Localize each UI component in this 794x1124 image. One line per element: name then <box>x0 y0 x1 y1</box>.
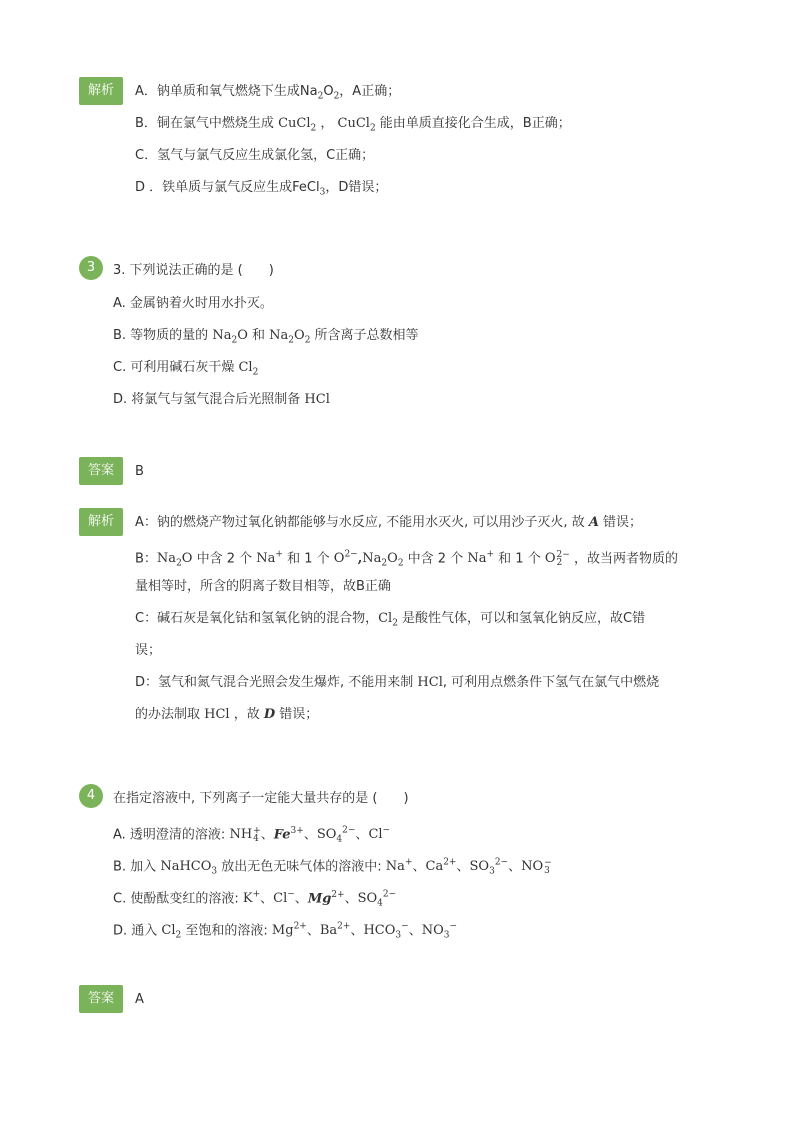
analysis-tag: 解析 <box>79 77 123 105</box>
q2-analysis-c: C．氢气与氯气反应生成氯化氢，C正确； <box>135 148 375 163</box>
answer-tag: 答案 <box>79 985 123 1013</box>
q3-analysis-a: A：钠的燃烧产物过氧化钠都能够与水反应, 不能用水灭火, 可以用沙子灭火, 故 A 错误； <box>135 515 643 530</box>
q2-analysis-b: B．铜在氯气中燃烧生成 CuCl$_2$ ， CuCl$_2$ 能由单质直接化合生成，B正确； <box>135 116 571 134</box>
q3-analysis-b2: 量相等时，所含的阴离子数目相等，故B正确 <box>135 579 391 594</box>
analysis-tag: 解析 <box>79 508 123 536</box>
q3-stem: 3. 下列说法正确的是 ( ) <box>113 263 274 278</box>
q3-analysis-b1: B：$Na_2O$ 中含 2 个 Na+ 和 1 个 $O^{2-},Na_2O_2$ 中含 2 个 Na+ 和 1 个 O 2− 2 ，故当两者物质的 <box>135 549 678 569</box>
q3-analysis-c1: C：碱石灰是氧化钴和氢氧化钠的混合物，$Cl_2$ 是酸性气体，可以和氢氧化钠反应，故C错 <box>135 611 646 629</box>
q4-answer: A <box>135 992 144 1007</box>
question-number-badge: 3 <box>79 256 103 280</box>
q4-option-c: C. 使酚酞变红的溶液: K+、Cl−、$Mg^{2+}$、$SO_4^{2-}$ <box>113 890 397 909</box>
q3-option-c: C. 可利用碱石灰干燥 $Cl_2$ <box>113 360 259 378</box>
answer-tag: 答案 <box>79 457 123 485</box>
q3-option-d: D. 将氯气与氢气混合后光照制备 HCl <box>113 392 330 407</box>
q2-analysis-a: A．钠单质和氧气燃烧下生成$Na_2O_2$，A正确； <box>135 84 401 102</box>
q4-option-a: A. 透明澄清的溶液: NH + 4 、$Fe^{3+}$、$SO_4^{2-}$、Cl− <box>113 825 391 845</box>
q3-answer: B <box>135 464 144 479</box>
q4-option-b: B. 加入 NaHCO$_3$ 放出无色无味气体的溶液中: Na+、$Ca^{2+}$、$SO_3^{2-}$、NO − 3 <box>113 857 552 877</box>
q2-analysis-d: D ．铁单质与氯气反应生成FeCl$_3$，D错误； <box>135 180 388 198</box>
q3-analysis-d2: 的办法制取 HCl ，故 D 错误； <box>135 707 319 722</box>
q4-stem: 在指定溶液中, 下列离子一定能大量共存的是 ( ) <box>113 791 409 806</box>
q3-analysis-d1: D：氢气和氮气混合光照会发生爆炸, 不能用来制 HCl, 可利用点燃条件下氢气在氯气中燃烧 <box>135 675 660 690</box>
question-number-badge: 4 <box>79 784 103 808</box>
q3-analysis-c2: 误； <box>135 643 162 658</box>
q4-option-d: D. 通入 $Cl_2$ 至饱和的溶液: $Mg^{2+}$、$Ba^{2+}$、$HCO_3^-$、$NO_3^-$ <box>113 922 458 941</box>
q3-option-b: B. 等物质的量的 $Na_2O$ 和 $Na_2O_2$ 所含离子总数相等 <box>113 328 419 346</box>
q3-option-a: A. 金属钠着火时用水扑灭。 <box>113 296 273 311</box>
